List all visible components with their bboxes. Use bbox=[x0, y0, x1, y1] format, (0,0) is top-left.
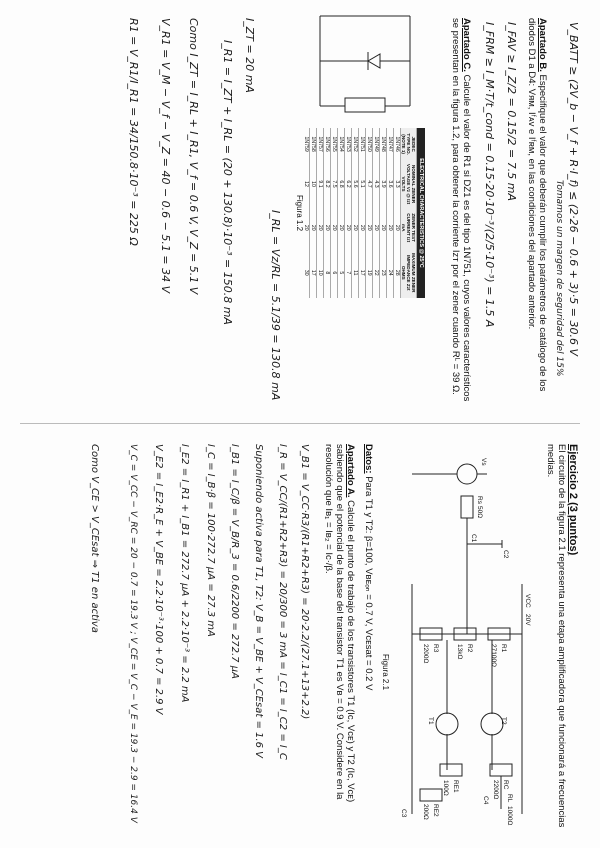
table-cell: 8.2 bbox=[324, 160, 331, 208]
r2-label: R2 bbox=[466, 644, 473, 653]
table-row bbox=[366, 128, 373, 298]
handwritten-ifrm: I_FRM ≥ I_M·T/t_cond = 0.15·20·10⁻³/(2/5·10⁻³) = 1.5 A bbox=[483, 22, 496, 328]
table-row bbox=[380, 128, 387, 298]
handwritten-r1: R1 = V_R1/I_R1 = 34/150.8·10⁻³ = 225 Ω bbox=[127, 18, 140, 246]
table-cell: 10 bbox=[310, 160, 317, 208]
table-cell: 7.5 bbox=[331, 160, 338, 208]
apartado-a-text bbox=[323, 444, 356, 834]
table-row bbox=[373, 128, 380, 298]
r1-value: 27100Ω bbox=[490, 644, 497, 667]
handwritten-ir1: I_R1 = I_ZT + I_RL = (20 + 130.8)·10⁻³ = 150.8 mA bbox=[221, 40, 234, 325]
table-cell: 6 bbox=[331, 248, 338, 298]
table-cell: 4.7 bbox=[366, 160, 373, 208]
table-row bbox=[394, 128, 401, 298]
vcc-value: 20V bbox=[524, 614, 531, 626]
table-cell: 28 bbox=[394, 248, 401, 298]
rc-label: RC bbox=[502, 780, 509, 790]
apartado-c-title: Apartado C. bbox=[461, 18, 472, 72]
table-cell: 20 bbox=[366, 208, 373, 248]
re2-label: RE2 bbox=[432, 804, 439, 817]
table-cell: 1N749 bbox=[373, 128, 380, 160]
table-cell: 5 bbox=[338, 248, 345, 298]
handwritten-ve: V_E2 = I_E2·R_E + V_BE = 2.2·10⁻³·100 + 0.7 = 2.9 V bbox=[153, 444, 164, 715]
table-cell: 20 bbox=[352, 208, 359, 248]
re1-value: 100Ω bbox=[442, 780, 449, 796]
table-cell: 20 bbox=[303, 208, 310, 248]
table-cell: 20 bbox=[380, 208, 387, 248]
handwritten-ie: I_E2 = I_R1 + I_B1 = 272.7 µA + 2.2·10⁻³ = 2.2 mA bbox=[179, 444, 190, 703]
apartado-c-text bbox=[450, 18, 472, 413]
table-cell: 1N756 bbox=[324, 128, 331, 160]
table-cell: 30 bbox=[303, 248, 310, 298]
table-cell: 1N757 bbox=[317, 128, 324, 160]
handwritten-ir: I_R = V_CC/(R1+R2+R3) = 20/300 = 3 mA = I_C1 = I_C2 = I_C bbox=[277, 444, 288, 760]
table-cell: 6.8 bbox=[338, 160, 345, 208]
rl-value: 1000Ω bbox=[506, 806, 513, 826]
figure-1-2-caption: Figura 1.2 bbox=[295, 195, 304, 232]
table-cell: 20 bbox=[387, 208, 394, 248]
datos-text bbox=[363, 444, 374, 834]
handwritten-suponiendo: Suponiendo activa para T1, T2: V_B = V_BE + V_CEsat = 1.6 V bbox=[253, 444, 264, 758]
handwritten-vbatt: V_BATT ≥ (2V_b − V_f + R·I_f) ≤ (2·26 − 0.6 + 3)·5 = 30.6 V bbox=[567, 22, 580, 357]
table-row bbox=[352, 128, 359, 298]
table-cell: 22 bbox=[373, 248, 380, 298]
c4-label: C4 bbox=[482, 796, 489, 805]
table-body bbox=[303, 128, 401, 298]
table-cell: 19 bbox=[366, 248, 373, 298]
handwritten-irl: I_RL = Vz/RL = 5.1/39 = 130.8 mA bbox=[269, 210, 282, 401]
table-cell: 1N758 bbox=[310, 128, 317, 160]
table-cell: 1N751 bbox=[359, 128, 366, 160]
t2-label: T2 bbox=[500, 717, 507, 725]
c1-label: C1 bbox=[470, 534, 477, 543]
table-cell: 24 bbox=[387, 248, 394, 298]
apartado-c-body: Calcule el valor de R1 si DZ1 es del tipo 1N751, cuyos valores característicos se presentan en la figura 1.2, para obtener la corriente Iᴢᴛ por el zener cuando Rᴸ = 39 Ω. bbox=[450, 18, 472, 402]
r3-value: 2200Ω bbox=[422, 644, 429, 664]
table-row bbox=[324, 128, 331, 298]
table-cell: 11 bbox=[352, 248, 359, 298]
r3-label: R3 bbox=[432, 644, 439, 653]
re1-label: RE1 bbox=[452, 780, 459, 793]
table-cell: 3.6 bbox=[387, 160, 394, 208]
table-cell: 5.1 bbox=[359, 160, 366, 208]
table-header: MAXIMUM ZENER IMPEDANCE Zzt OHMS bbox=[401, 248, 417, 298]
table-header: ZENER TEST CURRENT Izt mA bbox=[401, 208, 417, 248]
table-row bbox=[331, 128, 338, 298]
apartado-a-title: Apartado A. bbox=[345, 444, 356, 498]
table-cell: 23 bbox=[380, 248, 387, 298]
exercise-2-section bbox=[0, 424, 600, 848]
table-cell: 20 bbox=[324, 208, 331, 248]
table-cell: 20 bbox=[373, 208, 380, 248]
handwritten-izt: I_ZT = 20 mA bbox=[243, 18, 256, 93]
figure-2-1-caption: Figura 2.1 bbox=[381, 654, 390, 691]
table-header: NOMINAL ZENER VOLTAGE Vz @ Izt VOLTS bbox=[401, 160, 417, 208]
table-row bbox=[338, 128, 345, 298]
table-header: JEDEC TYPE NO. (NOTE 1) bbox=[401, 128, 417, 160]
rc-value: 2200Ω bbox=[492, 780, 499, 800]
exercise-2-body: El circuito de la figura 2.1 representa una etapa amplificadora que funcionará a frecuencias medias. bbox=[545, 444, 567, 828]
table-cell: 3.3 bbox=[394, 160, 401, 208]
apartado-b-text bbox=[526, 18, 548, 413]
table-row bbox=[387, 128, 394, 298]
table-cell: 8 bbox=[324, 248, 331, 298]
table-cell: 10 bbox=[317, 248, 324, 298]
table-cell: 4.3 bbox=[373, 160, 380, 208]
table-cell: 6.2 bbox=[345, 160, 352, 208]
table-cell: 7 bbox=[345, 248, 352, 298]
handwritten-vr1: V_R1 = V_M − V_f − V_Z = 40 − 0.6 − 5.1 = 34 V bbox=[159, 18, 172, 294]
table-cell: 12 bbox=[303, 160, 310, 208]
table-cell: 20 bbox=[331, 208, 338, 248]
rs-value: 50Ω bbox=[476, 506, 483, 519]
apartado-b-title: Apartado B. bbox=[537, 18, 548, 72]
table-cell: 1N755 bbox=[331, 128, 338, 160]
re2-value: 200Ω bbox=[422, 804, 429, 820]
apartado-b-body: Especifique el valor que deberán cumplir los parámetros de catálogo de los diodos D1 a D4: Vᴙᴍ, Iᶠᴀᴠ e Iᶠʀᴍ, en las condiciones del apartado anterior. bbox=[526, 18, 548, 392]
table-cell: 20 bbox=[338, 208, 345, 248]
table-cell: 1N759 bbox=[303, 128, 310, 160]
zener-circuit-sketch bbox=[300, 6, 430, 118]
apartado-a-body: Calcule el punto de trabajo de los transistores T1 (Iᴄ, Vᴄᴇ) y T2 (Iᴄ, Vᴄᴇ) sabiendo que el potencial de la base del transistor T1 es Vʙ = 0.9 V. Considere en la resolución que Iʙ₁ = Iʙ₂ = Iᴄ·/β. bbox=[323, 444, 356, 803]
handwritten-como: Como I_ZT = I_RL + I_R1, V_f = 0.6 V, V_Z = 5.1 V bbox=[187, 18, 200, 295]
table-cell: 20 bbox=[394, 208, 401, 248]
vcc-label: VCC bbox=[524, 594, 531, 608]
table-cell: 20 bbox=[310, 208, 317, 248]
c2-label: C2 bbox=[502, 550, 509, 559]
table-cell: 9.1 bbox=[317, 160, 324, 208]
table-row bbox=[359, 128, 366, 298]
r1-label: R1 bbox=[500, 644, 507, 653]
handwritten-ic: I_C = I_B·β = 100·272.7 µA = 27.3 mA bbox=[205, 444, 216, 637]
exercise-2-title: Ejercicio 2 (3 puntos) bbox=[567, 444, 579, 556]
rl-label: RL bbox=[506, 794, 513, 803]
amplifier-circuit-diagram bbox=[392, 434, 542, 834]
table-cell: 1N754 bbox=[338, 128, 345, 160]
table-cell: 17 bbox=[310, 248, 317, 298]
table-cell: 5.6 bbox=[352, 160, 359, 208]
vs-label: Vs bbox=[480, 458, 487, 466]
t1-label: T1 bbox=[427, 717, 434, 725]
handwritten-como-t1: Como V_CE > V_CEsat ⇒ T1 en activa bbox=[89, 444, 100, 633]
table-row bbox=[310, 128, 317, 298]
c3-label: C3 bbox=[400, 809, 407, 818]
table-cell: 1N753 bbox=[345, 128, 352, 160]
table-row bbox=[317, 128, 324, 298]
table-cell: 17 bbox=[359, 248, 366, 298]
handwritten-tomamos: Tomamos un margen de seguridad del 15% bbox=[554, 180, 564, 377]
handwritten-ib1: I_B1 = I_C/β = V_B/R_3 = 0.6/2200 = 272.7 µA bbox=[229, 444, 240, 679]
table-cell: 1N752 bbox=[352, 128, 359, 160]
handwritten-vc: V_C = V_CC − V_RC = 20 − 0.7 = 19.3 V ; V_CE = V_C − V_E = 19.3 − 2.9 = 16.4 V bbox=[128, 444, 138, 823]
datos-body: Para T1 y T2: β=100, Vʙᴇₒₙ = 0.7 V, Vᴄᴇsat = 0.2 V bbox=[363, 476, 374, 691]
table-cell: 1N746 bbox=[394, 128, 401, 160]
rs-label: Rs bbox=[476, 496, 483, 504]
table-cell: 1N750 bbox=[366, 128, 373, 160]
table-cell: 1N748 bbox=[380, 128, 387, 160]
datos-title: Datos: bbox=[363, 444, 374, 474]
table-cell: 20 bbox=[317, 208, 324, 248]
table-title: ELECTRICAL CHARACTERISTICS @ 25°C bbox=[417, 128, 426, 298]
zener-characteristics-table bbox=[303, 128, 425, 298]
table-cell: 3.9 bbox=[380, 160, 387, 208]
exercise-2-intro bbox=[545, 444, 578, 834]
table-cell: 20 bbox=[359, 208, 366, 248]
r2-value: 13kΩ bbox=[456, 644, 463, 660]
table-cell: 1N747 bbox=[387, 128, 394, 160]
table-row bbox=[345, 128, 352, 298]
handwritten-ifav: I_FAV ≥ I_Z/2 = 0.15/2 = 7.5 mA bbox=[505, 22, 518, 201]
table-cell: 20 bbox=[345, 208, 352, 248]
handwritten-vb1: V_B1 = V_CC·R3/(R1+R2+R3) = 20·2.2/(27.1+13+2.2) bbox=[299, 444, 310, 720]
